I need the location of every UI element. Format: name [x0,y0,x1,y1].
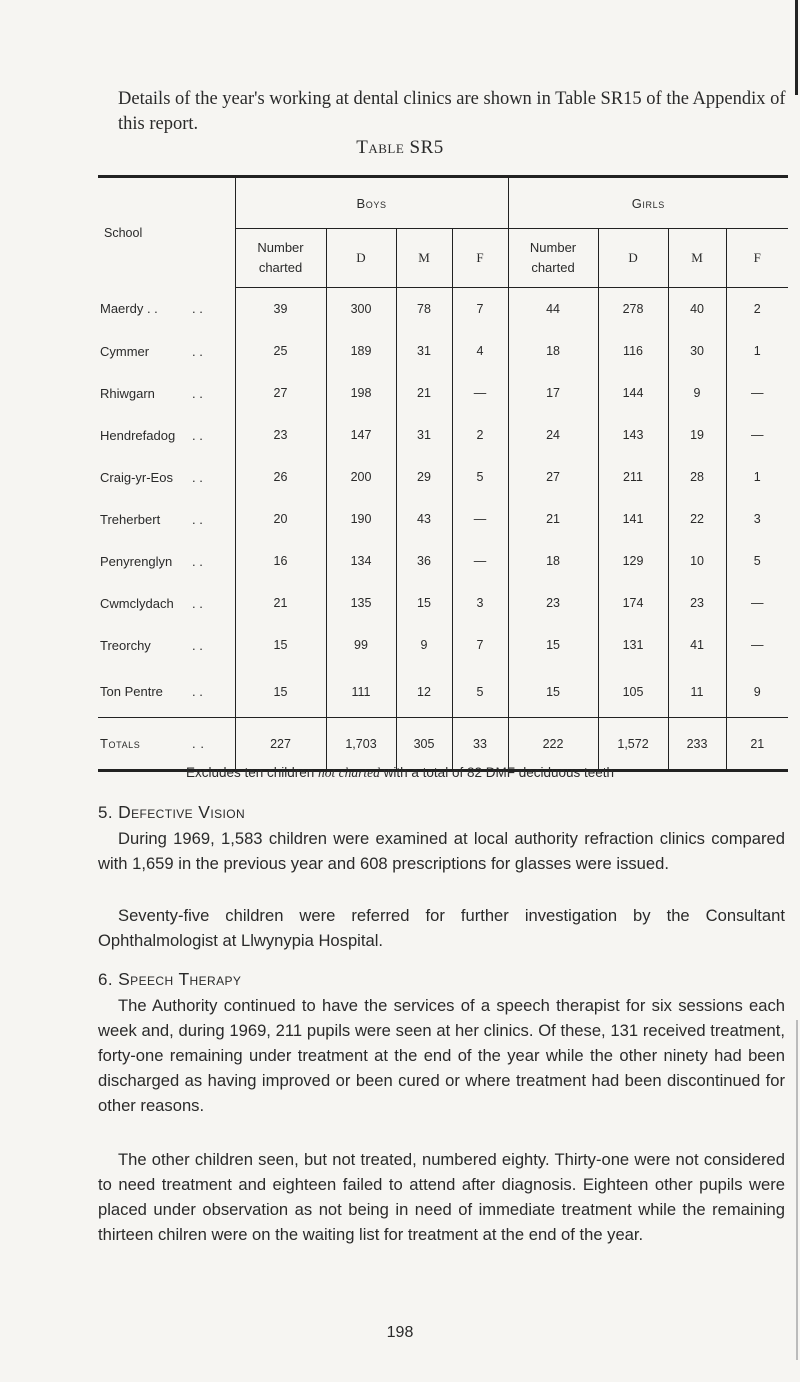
table-row [98,456,788,498]
boys-f: 5 [452,456,508,498]
girls-f: 9 [726,666,788,718]
girls-number-charted-header: Number charted [508,229,598,288]
boys-m: 21 [396,372,452,414]
girls-d: 116 [598,330,668,372]
girls-d: 141 [598,498,668,540]
table-row [98,414,788,456]
boys-d: 300 [326,288,396,331]
boys-d: 190 [326,498,396,540]
boys-d-total: 1,703 [326,718,396,771]
table-row [98,288,788,331]
section-6-paragraph-1: The Authority continued to have the services of a speech therapist for six sessions each week and, during 1969, 211 pupils were seen at her clinics. Of these, 131 received treatment, forty-one remaining under treatment at the end of the year while the other ninety had been discharged as having improved or been cured or where treatment had been discontinued for other reasons. [98,996,785,1115]
girls-m: 30 [668,330,726,372]
boys-m: 31 [396,330,452,372]
boys-d-header: D [326,229,396,288]
boys-number-charted: 15 [235,624,326,666]
girls-number-charted: 15 [508,624,598,666]
girls-d: 144 [598,372,668,414]
boys-m: 43 [396,498,452,540]
boys-f: — [452,540,508,582]
boys-d: 189 [326,330,396,372]
boys-f: — [452,498,508,540]
girls-number-charted: 23 [508,582,598,624]
girls-number-charted: 17 [508,372,598,414]
boys-f: 4 [452,330,508,372]
boys-number-charted: 15 [235,666,326,718]
girls-d: 174 [598,582,668,624]
boys-d: 135 [326,582,396,624]
boys-f: — [452,372,508,414]
girls-m-header: M [668,229,726,288]
girls-f: 1 [726,330,788,372]
table-row [98,498,788,540]
girls-f: 5 [726,540,788,582]
girls-number-charted: 44 [508,288,598,331]
section-5-paragraph-1: During 1969, 1,583 children were examined at local authority refraction clinics compared with 1,659 in the previous year and 608 prescriptions for glasses were issued. [98,829,785,873]
school-name: Penyrenglyn . . [100,553,203,569]
boys-d: 111 [326,666,396,718]
girls-f: 2 [726,288,788,331]
table-row [98,540,788,582]
table-row [98,372,788,414]
boys-f-header: F [452,229,508,288]
boys-f: 2 [452,414,508,456]
boys-number-charted-header: Number charted [235,229,326,288]
girls-number-charted: 27 [508,456,598,498]
intro-paragraph: Details of the year's working at dental clinics are shown in Table SR15 of the Appendix of this report. [118,89,786,134]
boys-m-total: 305 [396,718,452,771]
boys-number-charted-total: 227 [235,718,326,771]
boys-d: 147 [326,414,396,456]
boys-number-charted: 26 [235,456,326,498]
boys-f: 7 [452,288,508,331]
girls-m: 22 [668,498,726,540]
boys-d: 198 [326,372,396,414]
boys-group-header: Boys [235,177,508,229]
girls-group-header: Girls [508,177,788,229]
boys-number-charted: 23 [235,414,326,456]
boys-m: 36 [396,540,452,582]
boys-number-charted: 25 [235,330,326,372]
girls-m: 41 [668,624,726,666]
boys-number-charted: 27 [235,372,326,414]
girls-f: — [726,582,788,624]
girls-d: 211 [598,456,668,498]
school-column-header: School [98,177,235,288]
girls-m: 19 [668,414,726,456]
girls-m: 9 [668,372,726,414]
school-name: Craig-yr-Eos . . [100,469,203,485]
boys-m: 29 [396,456,452,498]
section-6-heading: 6. Speech Therapy [98,969,242,989]
table-footnote: Excludes ten children not charted with a total of 82 DMF deciduous teeth [185,765,615,780]
boys-number-charted: 16 [235,540,326,582]
girls-f: — [726,372,788,414]
boys-m: 78 [396,288,452,331]
girls-f: 3 [726,498,788,540]
section-5-paragraph-2: Seventy-five children were referred for further investigation by the Consultant Ophthalmologist at Llwynypia Hospital. [98,906,785,950]
table-title: Table SR5 [356,137,444,158]
school-name: Treherbert . . [100,511,203,527]
scan-edge-mark-lower [796,1020,798,1360]
dental-clinics-table [98,175,788,772]
section-5-heading: 5. Defective Vision [98,802,246,822]
boys-m-header: M [396,229,452,288]
girls-m: 28 [668,456,726,498]
girls-f: — [726,624,788,666]
girls-f: — [726,414,788,456]
totals-row [98,718,788,771]
school-name: Cwmclydach . . [100,595,203,611]
boys-m: 31 [396,414,452,456]
section-6-paragraph-2: The other children seen, but not treated, numbered eighty. Thirty-one were not considered to need treatment and eighteen failed to attend after diagnosis. Eighteen other pupils were placed under observation as not being in need of immediate treatment while the remaining thirteen chilren were on the waiting list for treatment at the end of the year. [98,1150,785,1244]
boys-f: 3 [452,582,508,624]
boys-d: 134 [326,540,396,582]
school-name: Ton Pentre . . [100,684,203,699]
girls-d-header: D [598,229,668,288]
school-name: Cymmer . . [100,343,203,359]
girls-m: 40 [668,288,726,331]
boys-number-charted: 39 [235,288,326,331]
table-row [98,582,788,624]
girls-m-total: 233 [668,718,726,771]
girls-d: 105 [598,666,668,718]
boys-d: 200 [326,456,396,498]
boys-f: 5 [452,666,508,718]
table-row [98,666,788,718]
boys-number-charted: 21 [235,582,326,624]
girls-d-total: 1,572 [598,718,668,771]
boys-m: 9 [396,624,452,666]
school-name: Treorchy . . [100,637,203,653]
girls-d: 143 [598,414,668,456]
girls-number-charted: 18 [508,540,598,582]
table-row [98,624,788,666]
girls-number-charted: 15 [508,666,598,718]
girls-m: 11 [668,666,726,718]
boys-f: 7 [452,624,508,666]
boys-m: 15 [396,582,452,624]
school-name: Rhiwgarn . . [100,385,203,401]
girls-d: 278 [598,288,668,331]
table-row [98,330,788,372]
girls-d: 129 [598,540,668,582]
girls-number-charted: 21 [508,498,598,540]
totals-label: Totals . . [98,718,235,771]
boys-m: 12 [396,666,452,718]
girls-f-header: F [726,229,788,288]
girls-f-total: 21 [726,718,788,771]
boys-f-total: 33 [452,718,508,771]
scan-edge-mark [795,0,798,95]
girls-d: 131 [598,624,668,666]
girls-number-charted-total: 222 [508,718,598,771]
boys-number-charted: 20 [235,498,326,540]
girls-m: 10 [668,540,726,582]
page-number: 198 [386,1324,414,1341]
girls-m: 23 [668,582,726,624]
boys-d: 99 [326,624,396,666]
school-name: Maerdy . . . . [100,301,203,317]
girls-f: 1 [726,456,788,498]
girls-number-charted: 24 [508,414,598,456]
school-name: Hendrefadog . . [100,427,203,443]
girls-number-charted: 18 [508,330,598,372]
